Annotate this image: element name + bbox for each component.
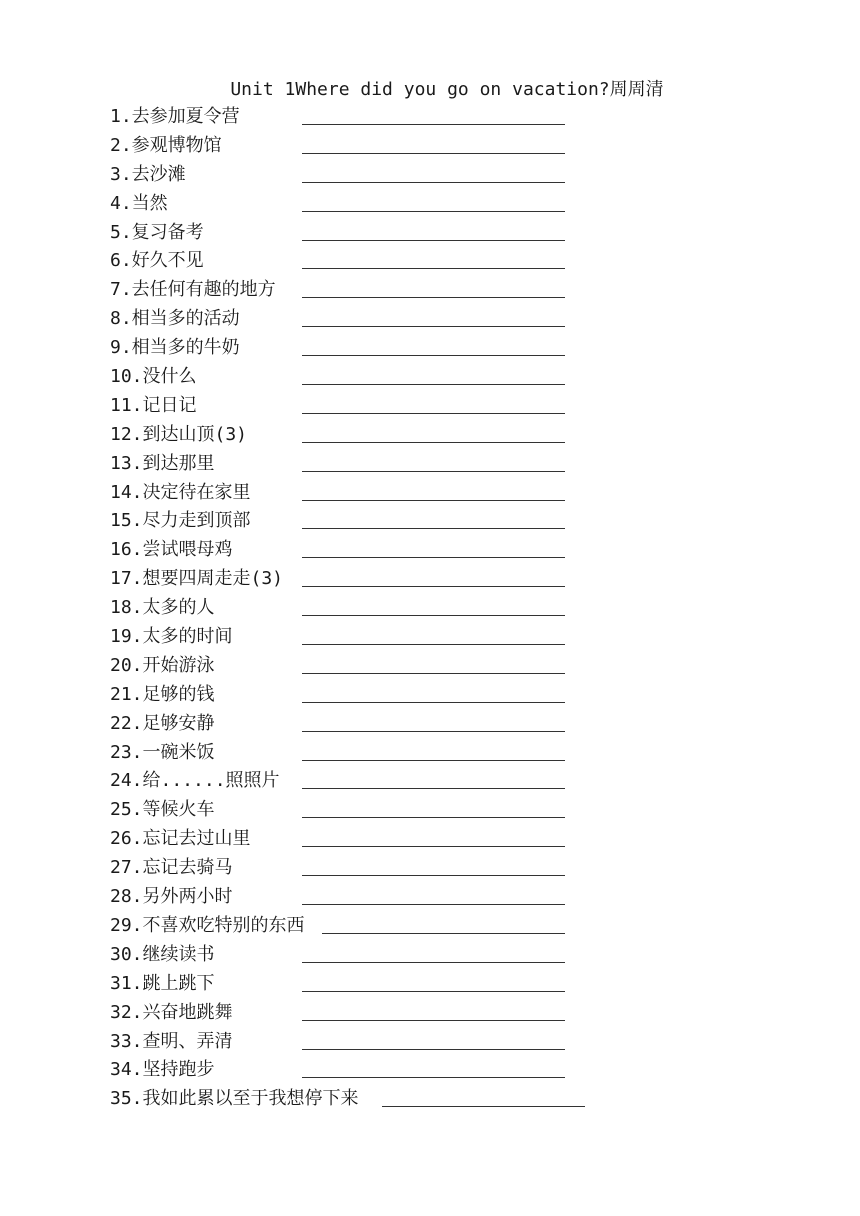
answer-blank[interactable] [302, 586, 565, 587]
item-label: 12.到达山顶(3) [110, 423, 248, 445]
list-item [110, 507, 610, 536]
answer-blank[interactable] [302, 615, 565, 616]
answer-blank[interactable] [302, 240, 565, 241]
answer-blank[interactable] [302, 211, 565, 212]
list-item [110, 623, 610, 652]
item-label: 4.当然 [110, 192, 168, 214]
item-label: 9.相当多的牛奶 [110, 337, 240, 359]
list-item [110, 767, 610, 796]
item-label: 26.忘记去过山里 [110, 828, 251, 850]
item-label: 13.到达那里 [110, 452, 215, 474]
list-item [110, 1056, 610, 1085]
list-item [110, 132, 610, 161]
list-item [110, 479, 610, 508]
answer-blank[interactable] [302, 471, 565, 472]
answer-blank[interactable] [302, 788, 565, 789]
item-label: 5.复习备考 [110, 221, 204, 243]
item-label: 1.去参加夏令营 [110, 106, 240, 127]
item-label: 17.想要四周走走(3) [110, 568, 284, 590]
list-item [110, 565, 610, 594]
list-item [110, 883, 610, 912]
answer-blank[interactable] [302, 153, 565, 154]
list-item [110, 999, 610, 1028]
answer-blank[interactable] [302, 442, 565, 443]
item-label: 32.兴奋地跳舞 [110, 1001, 233, 1023]
item-label: 15.尽力走到顶部 [110, 510, 251, 532]
item-label: 33.查明、弄清 [110, 1030, 233, 1052]
list-item [110, 334, 610, 363]
item-label: 11.记日记 [110, 394, 197, 416]
list-item [110, 247, 610, 276]
item-label: 30.继续读书 [110, 943, 215, 965]
list-item [110, 970, 610, 999]
list-item [110, 681, 610, 710]
answer-blank[interactable] [302, 991, 565, 992]
vocabulary-list [110, 103, 610, 1114]
answer-blank[interactable] [302, 875, 565, 876]
item-label: 27.忘记去骑马 [110, 857, 233, 879]
list-item [110, 219, 610, 248]
list-item [110, 854, 610, 883]
item-label: 21.足够的钱 [110, 683, 215, 705]
item-label: 19.太多的时间 [110, 626, 233, 648]
item-label: 6.好久不见 [110, 250, 204, 272]
answer-blank[interactable] [302, 702, 565, 703]
list-item [110, 1028, 610, 1057]
list-item [110, 941, 610, 970]
answer-blank[interactable] [302, 904, 565, 905]
item-label: 35.我如此累以至于我想停下来 [110, 1088, 359, 1110]
answer-blank[interactable] [302, 1020, 565, 1021]
list-item [110, 276, 610, 305]
answer-blank[interactable] [382, 1106, 585, 1107]
answer-blank[interactable] [302, 557, 565, 558]
list-item [110, 305, 610, 334]
item-label: 34.坚持跑步 [110, 1059, 215, 1081]
item-label: 31.跳上跳下 [110, 972, 215, 994]
list-item [110, 190, 610, 219]
answer-blank[interactable] [302, 297, 565, 298]
answer-blank[interactable] [302, 528, 565, 529]
answer-blank[interactable] [302, 355, 565, 356]
answer-blank[interactable] [302, 268, 565, 269]
list-item [110, 796, 610, 825]
list-item [110, 652, 610, 681]
item-label: 20.开始游泳 [110, 654, 215, 676]
list-item [110, 594, 610, 623]
list-item [110, 161, 610, 190]
item-label: 23.一碗米饭 [110, 741, 215, 763]
item-label: 16.尝试喂母鸡 [110, 539, 233, 561]
list-item [110, 912, 610, 941]
list-item [110, 421, 610, 450]
answer-blank[interactable] [302, 182, 565, 183]
answer-blank[interactable] [302, 413, 565, 414]
item-label: 22.足够安静 [110, 712, 215, 734]
item-label: 18.太多的人 [110, 597, 215, 619]
item-label: 14.决定待在家里 [110, 481, 251, 503]
worksheet-title: Unit 1Where did you go on vacation?周周清 [230, 79, 664, 100]
list-item [110, 392, 610, 421]
list-item [110, 363, 610, 392]
list-item [110, 739, 610, 768]
list-item [110, 103, 610, 132]
list-item [110, 450, 610, 479]
answer-blank[interactable] [302, 962, 565, 963]
answer-blank[interactable] [322, 933, 565, 934]
answer-blank[interactable] [302, 644, 565, 645]
item-label: 7.去任何有趣的地方 [110, 279, 276, 301]
item-label: 3.去沙滩 [110, 163, 186, 185]
item-label: 10.没什么 [110, 366, 197, 388]
answer-blank[interactable] [302, 124, 565, 125]
answer-blank[interactable] [302, 673, 565, 674]
list-item [110, 1085, 610, 1114]
answer-blank[interactable] [302, 384, 565, 385]
item-label: 29.不喜欢吃特别的东西 [110, 914, 305, 936]
answer-blank[interactable] [302, 500, 565, 501]
answer-blank[interactable] [302, 817, 565, 818]
list-item [110, 825, 610, 854]
list-item [110, 710, 610, 739]
answer-blank[interactable] [302, 326, 565, 327]
item-label: 24.给......照照片 [110, 770, 280, 792]
answer-blank[interactable] [302, 1049, 565, 1050]
answer-blank[interactable] [302, 760, 565, 761]
answer-blank[interactable] [302, 731, 565, 732]
item-label: 25.等候火车 [110, 799, 215, 821]
item-label: 2.参观博物馆 [110, 134, 222, 156]
item-label: 8.相当多的活动 [110, 308, 240, 330]
list-item [110, 536, 610, 565]
item-label: 28.另外两小时 [110, 886, 233, 908]
answer-blank[interactable] [302, 846, 565, 847]
answer-blank[interactable] [302, 1077, 565, 1078]
